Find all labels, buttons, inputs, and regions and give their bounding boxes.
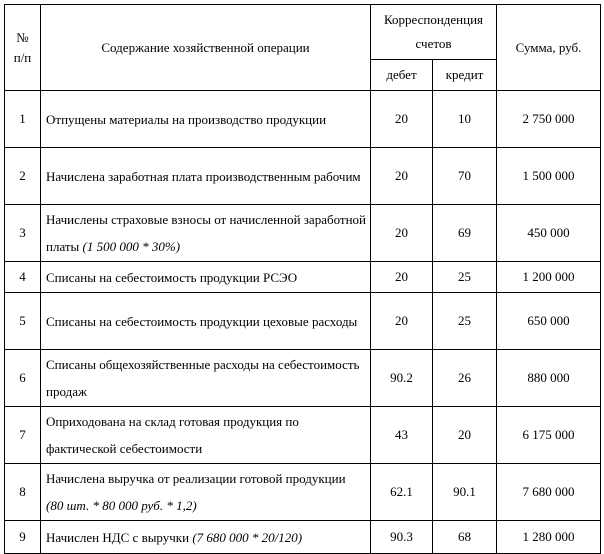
operation-text: Начислена заработная плата производственным рабочим bbox=[46, 168, 361, 184]
header-amount: Сумма, руб. bbox=[497, 5, 601, 91]
header-content: Содержание хозяйственной операции bbox=[41, 5, 371, 91]
header-credit: кредит bbox=[433, 60, 497, 91]
debit-account: 20 bbox=[371, 205, 433, 262]
operations-table bbox=[4, 4, 601, 554]
amount: 6 175 000 bbox=[497, 407, 601, 464]
operation-description bbox=[41, 91, 371, 148]
debit-account: 20 bbox=[371, 293, 433, 350]
operation-description bbox=[41, 464, 371, 521]
amount: 880 000 bbox=[497, 350, 601, 407]
row-number: 8 bbox=[5, 464, 41, 521]
debit-account: 43 bbox=[371, 407, 433, 464]
operation-text: Списаны общехозяйственные расходы на себестоимость продаж bbox=[46, 357, 360, 399]
operation-text: Списаны на себестоимость продукции РСЭО bbox=[46, 269, 298, 285]
table-row bbox=[5, 91, 601, 148]
amount: 1 500 000 bbox=[497, 148, 601, 205]
debit-account: 20 bbox=[371, 148, 433, 205]
operation-text: Начислена выручка от реализации готовой продукции bbox=[46, 471, 346, 486]
table-row bbox=[5, 293, 601, 350]
debit-account: 62.1 bbox=[371, 464, 433, 521]
credit-account: 68 bbox=[433, 521, 497, 554]
table-row bbox=[5, 350, 601, 407]
table-row bbox=[5, 262, 601, 293]
operation-calculation: (7 680 000 * 20/120) bbox=[192, 529, 303, 545]
row-number: 9 bbox=[5, 521, 41, 554]
credit-account: 20 bbox=[433, 407, 497, 464]
operation-description bbox=[41, 205, 371, 262]
operation-text: Отпущены материалы на производство продукции bbox=[46, 111, 327, 127]
operation-description bbox=[41, 407, 371, 464]
table-row bbox=[5, 464, 601, 521]
debit-account: 90.2 bbox=[371, 350, 433, 407]
operation-description bbox=[41, 262, 371, 293]
row-number: 3 bbox=[5, 205, 41, 262]
operation-text: Оприходована на склад готовая продукция по фактической себестоимости bbox=[46, 414, 299, 456]
row-number: 7 bbox=[5, 407, 41, 464]
row-number: 1 bbox=[5, 91, 41, 148]
amount: 1 200 000 bbox=[497, 262, 601, 293]
amount: 1 280 000 bbox=[497, 521, 601, 554]
amount: 650 000 bbox=[497, 293, 601, 350]
table-row bbox=[5, 407, 601, 464]
operation-text: Начислены страховые взносы от начисленной заработной платы bbox=[46, 212, 367, 254]
amount: 7 680 000 bbox=[497, 464, 601, 521]
credit-account: 25 bbox=[433, 262, 497, 293]
operation-description bbox=[41, 293, 371, 350]
table-row bbox=[5, 521, 601, 554]
operation-description bbox=[41, 521, 371, 554]
table-row bbox=[5, 205, 601, 262]
debit-account: 20 bbox=[371, 262, 433, 293]
credit-account: 70 bbox=[433, 148, 497, 205]
row-number: 6 bbox=[5, 350, 41, 407]
row-number: 4 bbox=[5, 262, 41, 293]
operation-description bbox=[41, 148, 371, 205]
debit-account: 90.3 bbox=[371, 521, 433, 554]
header-correspondence: Корреспонденция счетов bbox=[371, 5, 497, 60]
amount: 2 750 000 bbox=[497, 91, 601, 148]
header-debit: дебет bbox=[371, 60, 433, 91]
header-number: № п/п bbox=[5, 5, 41, 91]
credit-account: 25 bbox=[433, 293, 497, 350]
operation-text: Начислен НДС с выручки bbox=[46, 529, 193, 545]
amount: 450 000 bbox=[497, 205, 601, 262]
debit-account: 20 bbox=[371, 91, 433, 148]
operation-description bbox=[41, 350, 371, 407]
credit-account: 10 bbox=[433, 91, 497, 148]
credit-account: 69 bbox=[433, 205, 497, 262]
operation-calculation: (80 шт. * 80 000 руб. * 1,2) bbox=[46, 498, 197, 513]
credit-account: 90.1 bbox=[433, 464, 497, 521]
row-number: 5 bbox=[5, 293, 41, 350]
credit-account: 26 bbox=[433, 350, 497, 407]
operation-calculation: (1 500 000 * 30%) bbox=[82, 239, 181, 254]
row-number: 2 bbox=[5, 148, 41, 205]
operation-text: Списаны на себестоимость продукции цеховые расходы bbox=[46, 313, 358, 329]
table-row bbox=[5, 148, 601, 205]
